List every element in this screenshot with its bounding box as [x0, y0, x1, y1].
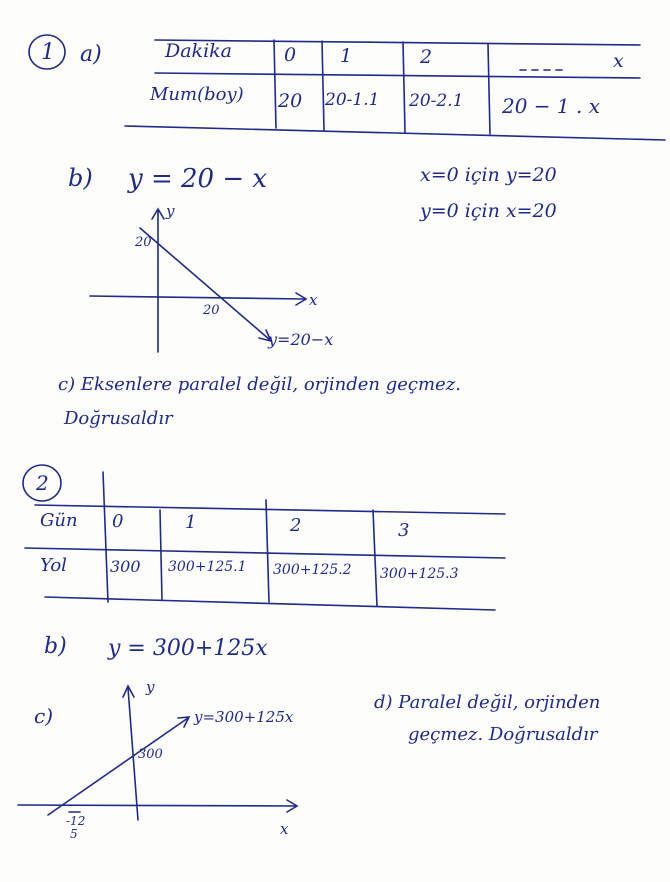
p1-equation: y = 20 − x [128, 164, 268, 194]
p2-graph-y-label: y [146, 678, 155, 696]
p2-b-label: b) [44, 634, 67, 659]
p2-d-line-1: d) Paralel değil, orjinden [374, 692, 601, 713]
p1-table-row-label: Mum(boy) [150, 84, 244, 105]
p1-table-col3 [403, 42, 405, 132]
p2-table-cell-0: 300 [110, 557, 141, 576]
p1-table-col1 [274, 40, 276, 128]
p1-table-cell-x: 20 − 1 . x [502, 94, 600, 118]
p1-table-cell-1: 20-1.1 [325, 90, 380, 110]
p2-graph-y-tick: 300 [138, 747, 163, 762]
p2-table-col1 [103, 472, 108, 602]
p1-table-header-x: x [613, 50, 624, 72]
p2-graph-x-tick-den: 5 [70, 827, 78, 841]
p1-c-line-2: Doğrusaldır [64, 408, 173, 429]
p2-graph-line-label: y=300+125x [194, 708, 294, 726]
p1-c-line-1: c) Eksenlere paralel değil, orjinden geçmez. [58, 374, 461, 395]
p1-table-header-label: Dakika [165, 40, 232, 62]
p1-table-col4 [488, 44, 490, 134]
p2-table-header-2: 2 [290, 515, 302, 536]
p2-graph-x-label: x [280, 820, 289, 838]
p1-table-mid-rule [155, 73, 640, 78]
p2-table-top-rule [35, 505, 505, 514]
p2-table-header-1: 1 [185, 512, 197, 533]
p1-graph-x-label: x [309, 291, 318, 309]
p1-table-header-2: 2 [420, 46, 433, 68]
p1-table-header-0: 0 [284, 44, 297, 66]
p1-table-header-1: 1 [340, 45, 353, 67]
p2-table-header-0: 0 [112, 511, 124, 532]
p1-table-col2 [322, 41, 324, 130]
p1-graph-y-label: y [166, 202, 175, 220]
p2-c-label: c) [34, 704, 54, 728]
p1-plot-line [140, 228, 270, 340]
p1-b-label: b) [68, 164, 93, 192]
p2-plot-line [48, 718, 188, 815]
p2-table-col4 [373, 510, 377, 606]
p1-note-1: x=0 için y=20 [420, 164, 557, 186]
p2-table-cell-1: 300+125.1 [168, 559, 247, 575]
p2-table-cell-3: 300+125.3 [380, 566, 459, 582]
p1-x-axis [90, 296, 305, 299]
p1-table-cell-0: 20 [278, 90, 303, 112]
p2-table-header-label: Gün [40, 510, 78, 531]
p1-graph-line-label: y=20−x [268, 330, 334, 349]
p2-x-axis [18, 805, 296, 806]
p1-a-label: a) [80, 42, 102, 67]
p2-table-cell-2: 300+125.2 [273, 562, 352, 578]
p1-graph-x-tick: 20 [203, 303, 220, 318]
p2-table-bottom-rule [45, 597, 495, 610]
p2-equation: y = 300+125x [108, 636, 268, 661]
p2-number: 2 [36, 471, 49, 495]
p2-graph-x-tick-num: -12 [66, 814, 86, 828]
p2-table-row-label: Yol [40, 555, 67, 576]
p1-table-cell-2: 20-2.1 [409, 91, 464, 111]
p1-table-bottom-rule [125, 126, 665, 140]
p1-graph-y-tick: 20 [135, 235, 152, 250]
p1-number: 1 [41, 40, 55, 65]
p2-table-header-3: 3 [398, 520, 410, 541]
p2-table-col2 [160, 510, 162, 600]
p2-d-line-2: geçmez. Doğrusaldır [408, 724, 598, 745]
p1-note-2: y=0 için x=20 [420, 200, 557, 222]
p2-table-mid-rule [25, 548, 505, 558]
p2-table-col3 [266, 500, 269, 602]
